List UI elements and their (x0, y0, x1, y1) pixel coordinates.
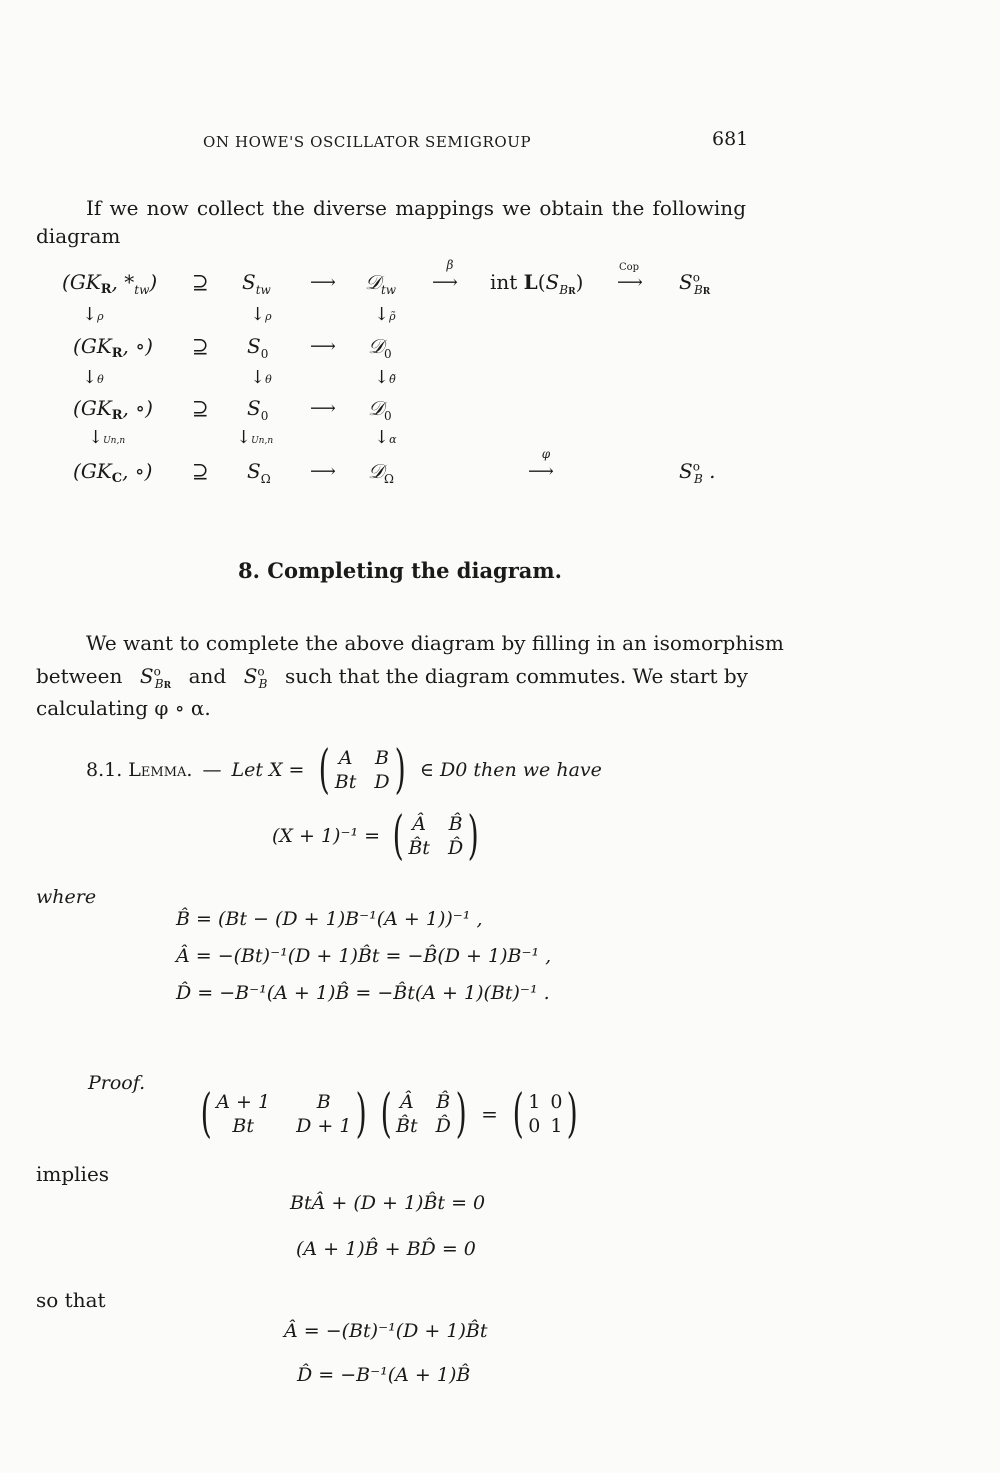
proof-matrix-product (196, 1084, 583, 1144)
diagram-s-0-b: $S_0$ (247, 396, 269, 423)
matrix-entry: Â (412, 813, 427, 835)
superset-symbol-2: ⊇ (192, 334, 209, 358)
matrix-entry: Â (399, 1091, 414, 1113)
inverse-matrix: ( Â B̂ B̂t D̂ ) (392, 806, 479, 866)
diagram-group-gkr-tw: ($GK_R$, $*_{tw}$) (62, 270, 158, 297)
matrix-entry: D̂ (447, 837, 464, 859)
down-arrow-theta-1: ↓θ (82, 367, 104, 388)
down-arrow-alpha: ↓α (374, 427, 397, 448)
diagram-s-tw: $S_{tw}$ (242, 270, 271, 297)
superset-symbol-4: ⊇ (192, 459, 209, 483)
proof-label: Proof. (88, 1072, 146, 1094)
equation-d-hat: D̂ = −B⁻¹(A + 1)B̂ = −B̂t(A + 1)(Bt)⁻¹ . (176, 982, 550, 1004)
diagram-int-l: int $L(S_{BR})$ (490, 270, 584, 297)
identity-matrix: ( 1 0 0 1 ) (512, 1084, 579, 1144)
matrix-entry: 1 (550, 1115, 563, 1137)
body-line-2 (36, 664, 748, 691)
diagram-d-tw: 𝒟$_{tw}$ (365, 270, 397, 297)
implied-equation-1: BtÂ + (D + 1)B̂t = 0 (290, 1192, 486, 1214)
implies-label: implies (36, 1162, 110, 1186)
s-b-symbol: $S^o_B$ (243, 664, 268, 691)
diagram-group-gkr-circ-2: ($GK_R$, ∘) (73, 396, 153, 423)
lemma-matrix-x: ( A B Bt D ) (319, 740, 406, 800)
matrix-entry: B (375, 747, 389, 769)
superset-symbol-3: ⊇ (192, 396, 209, 420)
diagram-d-0-b: 𝒟$_0$ (368, 396, 392, 423)
lemma-statement (86, 740, 602, 800)
matrix-entry: D (374, 771, 390, 793)
phi-label: φ (541, 447, 551, 461)
diagram-d-omega: 𝒟$_\Omega$ (368, 459, 394, 486)
down-arrow-rho-2: ↓ρ (250, 304, 272, 325)
matrix-entry: A + 1 (216, 1091, 271, 1113)
s-bbr-symbol: $S^o_{BR}$ (139, 664, 172, 691)
body-paragraph (86, 628, 784, 658)
diagram-d-0-a: 𝒟$_0$ (368, 334, 392, 361)
inverse-formula (272, 806, 483, 866)
matrix-entry: B̂ (448, 813, 463, 835)
down-arrow-theta-tilde: ↓θ̃ (374, 367, 396, 388)
beta-label: β (446, 258, 454, 272)
section-title: 8. Completing the diagram. (238, 558, 562, 583)
arrow-right-3: ⟶ (310, 398, 336, 419)
diagram-group-gkr-circ-1: ($GK_R$, ∘) (73, 334, 153, 361)
diagram-s-0-a: $S_0$ (247, 334, 269, 361)
implied-equation-2: (A + 1)B̂ + BD̂ = 0 (296, 1238, 476, 1260)
matrix-entry: A (338, 747, 353, 769)
body-line-1: We want to complete the above diagram by filling in an isomorphism (86, 631, 784, 655)
lemma-text-b: ∈ D0 then we have (419, 759, 602, 781)
arrow-right-phi: ⟶ (528, 461, 554, 482)
matrix-entry: 0 (528, 1115, 541, 1137)
where-label: where (36, 886, 97, 908)
body-line-2-a: between (36, 664, 123, 688)
so-that-label: so that (36, 1288, 106, 1312)
intro-line-2: diagram (36, 224, 121, 248)
down-arrow-theta-2: ↓θ (250, 367, 272, 388)
matrix-entry: B̂t (408, 837, 430, 859)
diagram-target-sbr: $S^o_{BR}$ (679, 270, 711, 297)
arrow-right-2: ⟶ (310, 336, 336, 357)
body-line-3: calculating φ ∘ α. (36, 696, 211, 720)
matrix-entry: B̂t (396, 1115, 418, 1137)
arrow-right-1: ⟶ (310, 272, 336, 293)
lemma-text-a: Let X = (231, 759, 305, 781)
matrix-entry: Bt (232, 1115, 254, 1137)
matrix-entry: 0 (550, 1091, 563, 1113)
result-equation-a-hat: Â = −(Bt)⁻¹(D + 1)B̂t (284, 1320, 488, 1342)
diagram-s-omega: $S_\Omega$ (247, 459, 271, 486)
arrow-right-beta: ⟶ (432, 272, 458, 293)
down-arrow-u-1: ↓Un,n (88, 427, 126, 448)
body-line-2-c: such that the diagram commutes. We start by (284, 664, 748, 688)
arrow-right-4: ⟶ (310, 461, 336, 482)
matrix-entry: D̂ (435, 1115, 451, 1137)
equation-b-hat: B̂ = (Bt − (D + 1)B⁻¹(A + 1))⁻¹ , (176, 908, 483, 930)
inverse-lhs: (X + 1)⁻¹ = (272, 825, 381, 847)
page-number: 681 (712, 128, 749, 150)
matrix-entry: D + 1 (296, 1115, 352, 1137)
equation-a-hat: Â = −(Bt)⁻¹(D + 1)B̂t = −B̂(D + 1)B⁻¹ , (176, 945, 552, 967)
down-arrow-rho-tilde: ↓ρ̃ (374, 304, 396, 325)
superset-symbol-1: ⊇ (192, 270, 209, 294)
down-arrow-u-2: ↓Un,n (236, 427, 274, 448)
matrix-entry: B̂ (436, 1091, 451, 1113)
matrix-entry: B (316, 1091, 331, 1113)
intro-line-1: If we now collect the diverse mappings we obtain the following (86, 196, 746, 220)
equals-sign: = (481, 1102, 498, 1126)
proof-matrix-2: ( Â B̂ B̂t D̂ ) (380, 1084, 467, 1144)
diagram-target-sb: $S^o_B$ . (679, 459, 716, 486)
matrix-entry: Bt (334, 771, 357, 793)
arrow-right-cop: ⟶ (617, 272, 643, 293)
body-line-2-b: and (188, 664, 227, 688)
result-equation-d-hat: D̂ = −B⁻¹(A + 1)B̂ (297, 1364, 471, 1386)
intro-paragraph (86, 193, 746, 223)
proof-matrix-1: ( A + 1 B Bt D + 1 ) (200, 1084, 368, 1144)
diagram-group-gkc-circ: ($GK_C$, ∘) (73, 459, 153, 486)
matrix-entry: 1 (528, 1091, 541, 1113)
down-arrow-rho-1: ↓ρ (82, 304, 104, 325)
lemma-dash: — (202, 759, 222, 781)
lemma-label: 8.1. Lemma. (86, 759, 193, 781)
running-title: ON HOWE'S OSCILLATOR SEMIGROUP (203, 133, 532, 151)
cop-label: Cop (619, 262, 640, 273)
